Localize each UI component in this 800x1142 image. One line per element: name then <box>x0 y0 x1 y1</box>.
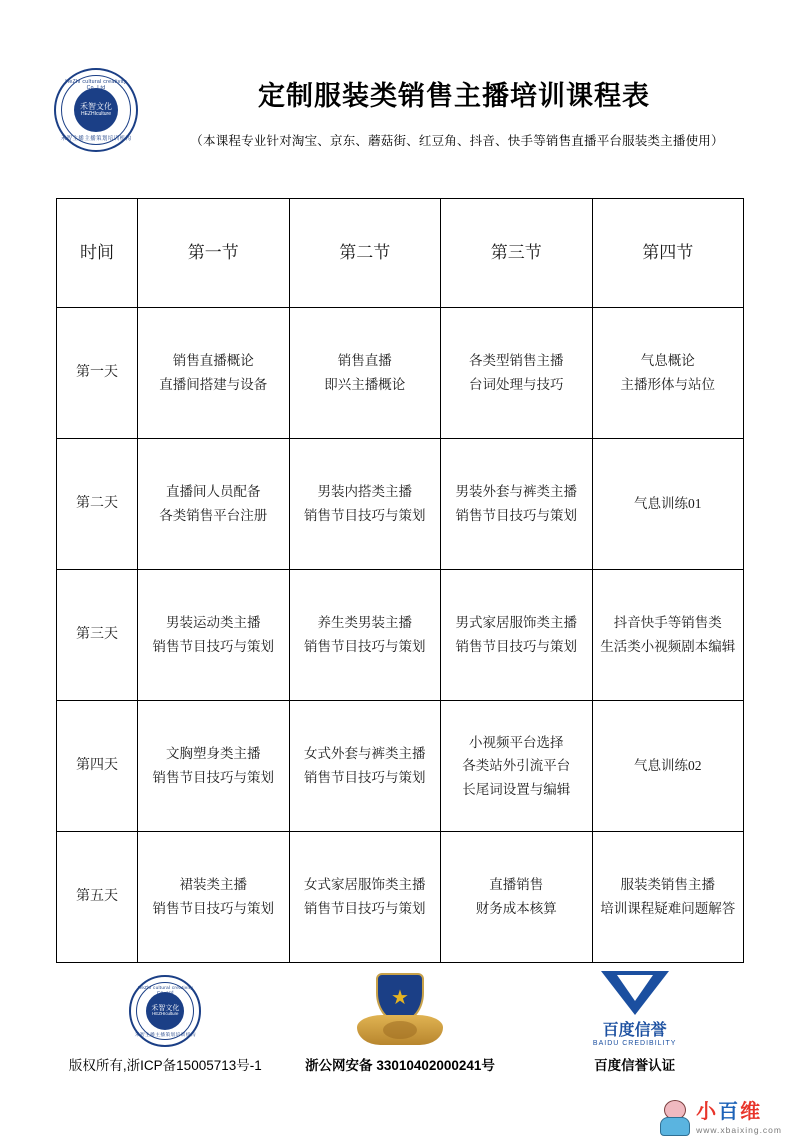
watermark-text <box>696 1102 782 1135</box>
cell-line: 培训课程疑难问题解答 <box>600 901 736 916</box>
seal-arc-top-text: HeZhi cultural creativity Co.,Ltd <box>65 79 127 91</box>
watermark-brand <box>696 1102 762 1122</box>
document-footer <box>0 971 800 1074</box>
cell-line: 男装外套与裤类主播 <box>455 484 577 500</box>
cell-line: 销售节目技巧与策划 <box>304 770 426 785</box>
cell-line: 各类站外引流平台 <box>462 758 571 774</box>
cell-line: 小视频平台选择 <box>469 734 564 750</box>
logo-container <box>48 62 144 152</box>
seal-arc-top-text: HeZhi cultural creativity Co.,Ltd <box>137 985 193 995</box>
cell-line: 销售节目技巧与策划 <box>152 639 274 654</box>
schedule-table <box>56 198 744 963</box>
table-body <box>57 308 744 963</box>
baidu-badge-label: 百度信誉 <box>602 1022 667 1039</box>
table-row <box>57 701 744 832</box>
table-cell <box>441 701 593 832</box>
cell-line: 销售节目技巧与策划 <box>304 639 426 654</box>
column-header-time: 时间 <box>57 199 138 308</box>
cell-line: 气息概论 <box>640 353 695 369</box>
table-cell <box>138 570 290 701</box>
cell-line: 男式家居服饰类主播 <box>455 615 577 631</box>
seal-center <box>146 992 184 1030</box>
baidu-v-shape <box>601 971 669 1015</box>
cell-line: 气息训练01 <box>634 496 702 512</box>
column-header-session-1: 第一节 <box>138 199 290 308</box>
table-cell <box>441 439 593 570</box>
seal-arc-bottom-text: 禾智主播主播策划培训机构 <box>134 1033 196 1038</box>
cell-line: 销售直播 <box>337 353 392 369</box>
cell-line: 直播间搭建与设备 <box>159 377 268 392</box>
watermark-url: www.xbaixing.com <box>696 1124 782 1135</box>
watermark-char-2: 百 <box>718 1100 741 1123</box>
footer-item-icp <box>48 975 283 1074</box>
cell-line: 女式家居服饰类主播 <box>304 877 426 893</box>
site-watermark <box>658 1100 782 1136</box>
seal-center-en: HEZHIculture <box>152 1011 179 1017</box>
cell-line: 销售节目技巧与策划 <box>152 901 274 916</box>
mascot-icon <box>658 1100 692 1136</box>
table-header <box>57 199 744 308</box>
cell-line: 直播销售 <box>489 877 544 893</box>
footer-item-police <box>283 973 518 1074</box>
cell-line: 抖音快手等销售类 <box>613 615 722 631</box>
column-header-session-2: 第二节 <box>289 199 441 308</box>
table-row <box>57 570 744 701</box>
star-icon: ★ <box>391 987 409 1009</box>
page-subtitle: （本课程专业针对淘宝、京东、蘑菇街、红豆角、抖音、快手等销售直播平台服装类主播使用） <box>190 134 724 148</box>
cell-line: 文胸塑身类主播 <box>166 746 261 762</box>
table-cell <box>441 832 593 963</box>
cell-line: 长尾词设置与编辑 <box>462 781 571 797</box>
table-row <box>57 832 744 963</box>
seal-center <box>74 88 118 132</box>
table-cell <box>138 701 290 832</box>
watermark-char-1: 小 <box>696 1100 719 1123</box>
table-cell <box>289 701 441 832</box>
seal-center-cn: 禾智文化 <box>80 101 112 111</box>
cell-line: 台词处理与技巧 <box>469 377 564 392</box>
page-title: 定制服装类销售主播培训课程表 <box>258 81 650 111</box>
seal-center-cn: 禾智文化 <box>151 1004 180 1012</box>
table-cell <box>289 570 441 701</box>
baidu-credibility-icon <box>570 971 700 1047</box>
column-header-session-4: 第四节 <box>592 199 744 308</box>
cell-line: 各类型销售主播 <box>469 353 564 369</box>
seal-center-en: HEZHIculture <box>80 110 111 117</box>
cell-line: 销售节目技巧与策划 <box>152 770 274 785</box>
table-header-row <box>57 199 744 308</box>
baidu-caption: 百度信誉认证 <box>594 1058 676 1073</box>
row-label-day: 第三天 <box>57 570 138 701</box>
cell-line: 裙装类主播 <box>179 877 247 893</box>
cell-line: 男装运动类主播 <box>166 615 261 631</box>
footer-item-baidu <box>517 971 752 1074</box>
cell-line: 财务成本核算 <box>475 901 557 916</box>
row-label-day: 第五天 <box>57 832 138 963</box>
document-header <box>0 0 800 152</box>
table-cell <box>138 308 290 439</box>
table-cell <box>441 570 593 701</box>
baidu-badge-sub: BAIDU CREDIBILITY <box>592 1040 677 1047</box>
table-cell <box>592 570 744 701</box>
cell-line: 直播间人员配备 <box>166 484 261 500</box>
cell-line: 销售节目技巧与策划 <box>304 508 426 523</box>
table-cell <box>592 832 744 963</box>
company-seal-icon <box>54 68 138 152</box>
cell-line: 服装类销售主播 <box>620 877 715 893</box>
cell-line: 生活类小视频剧本编辑 <box>600 639 736 654</box>
police-registration-caption: 浙公网安备 33010402000241号 <box>305 1058 495 1073</box>
schedule-table-container <box>0 152 800 963</box>
police-wings-shape <box>357 1015 443 1045</box>
table-cell <box>289 439 441 570</box>
table-cell <box>592 308 744 439</box>
table-cell <box>592 439 744 570</box>
cell-line: 男装内搭类主播 <box>317 484 412 500</box>
cell-line: 销售直播概论 <box>172 353 254 369</box>
cell-line: 主播形体与站位 <box>620 377 715 392</box>
table-row <box>57 308 744 439</box>
row-label-day: 第二天 <box>57 439 138 570</box>
cell-line: 养生类男装主播 <box>317 615 412 631</box>
cell-line: 各类销售平台注册 <box>159 508 268 523</box>
watermark-char-3: 维 <box>740 1100 763 1123</box>
police-emblem-icon <box>357 973 443 1047</box>
cell-line: 销售节目技巧与策划 <box>455 508 577 523</box>
mascot-body-shape <box>660 1117 690 1136</box>
title-block <box>144 62 760 149</box>
seal-arc-bottom-text: 禾智主播主播策划培训机构 <box>60 136 132 142</box>
cell-line: 气息训练02 <box>634 758 702 774</box>
table-cell <box>592 701 744 832</box>
cell-line: 销售节目技巧与策划 <box>455 639 577 654</box>
table-cell <box>441 308 593 439</box>
column-header-session-3: 第三节 <box>441 199 593 308</box>
table-cell <box>289 832 441 963</box>
icp-caption: 版权所有,浙ICP备15005713号-1 <box>68 1058 262 1073</box>
company-seal-icon <box>129 975 201 1047</box>
table-cell <box>289 308 441 439</box>
cell-line: 即兴主播概论 <box>324 377 406 392</box>
row-label-day: 第四天 <box>57 701 138 832</box>
cell-line: 女式外套与裤类主播 <box>304 746 426 762</box>
row-label-day: 第一天 <box>57 308 138 439</box>
table-cell <box>138 439 290 570</box>
table-row <box>57 439 744 570</box>
cell-line: 销售节目技巧与策划 <box>304 901 426 916</box>
table-cell <box>138 832 290 963</box>
